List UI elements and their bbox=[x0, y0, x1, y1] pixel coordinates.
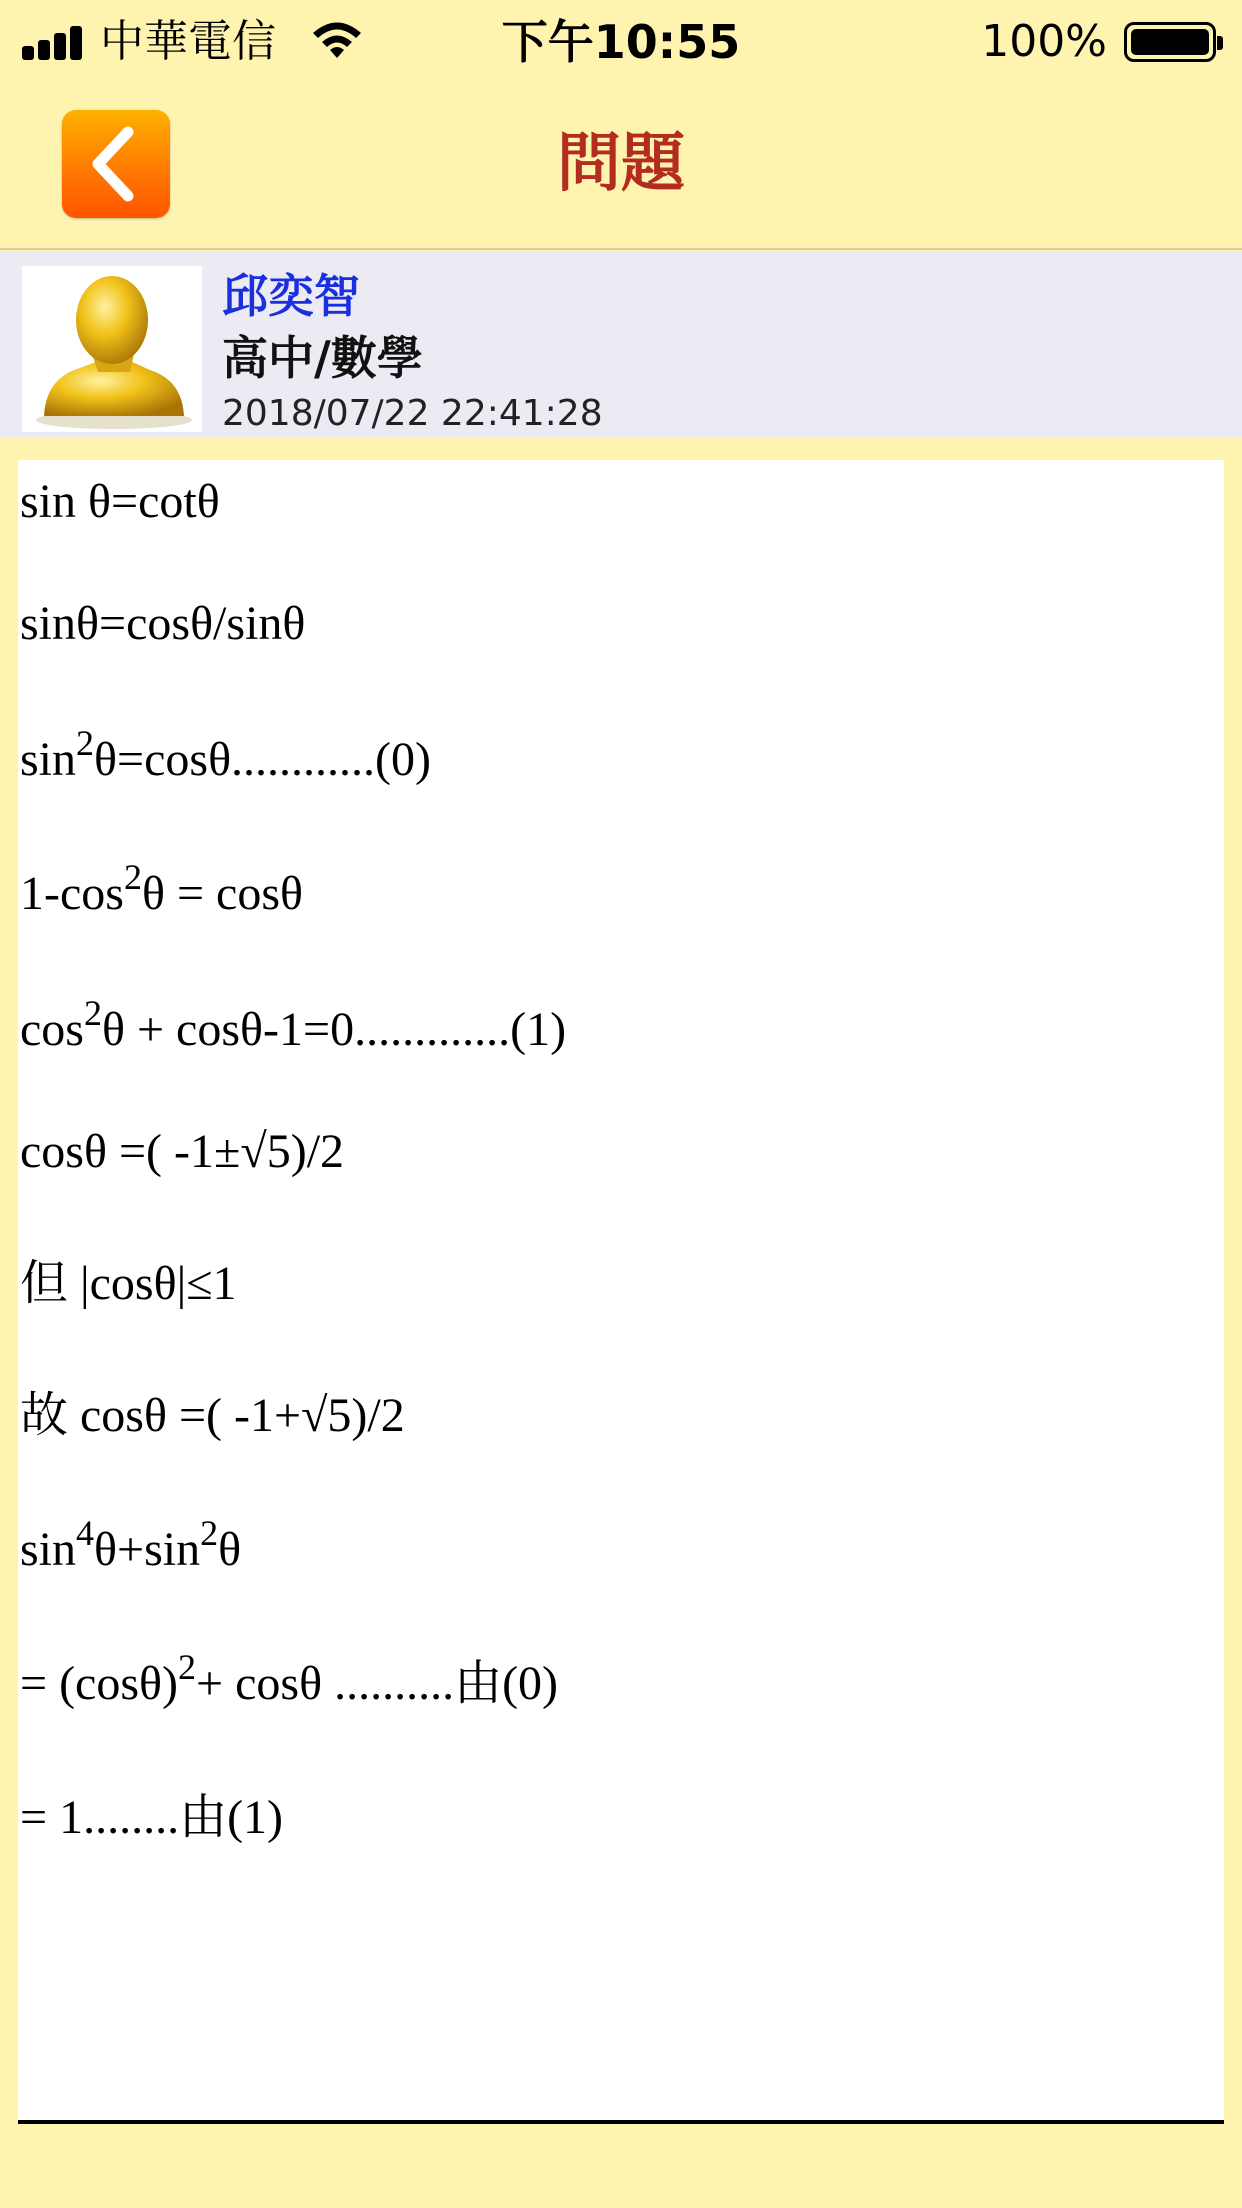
carrier-label: 中華電信 bbox=[100, 16, 276, 67]
battery-icon bbox=[1124, 22, 1216, 62]
user-name[interactable]: 邱奕智 bbox=[222, 269, 360, 323]
user-bust-icon bbox=[22, 266, 202, 432]
content-line: sinθ=cosθ/sinθ bbox=[20, 597, 306, 650]
content-line: $\sin^4\theta+\sin^2\theta$ bbox=[20, 1513, 242, 1576]
nav-bar bbox=[0, 84, 1242, 250]
user-header bbox=[0, 252, 1242, 438]
content-line: $\cos^2\theta + \cos\theta-1=0.............(1)$ bbox=[20, 993, 567, 1056]
content-line: cosθ =( -1±√5)/2 bbox=[20, 1125, 345, 1178]
content-line: = 1........由(1) bbox=[20, 1791, 284, 1844]
page-title: 問題 bbox=[557, 127, 685, 201]
content-line: 但 |cosθ|≤1 bbox=[20, 1257, 237, 1310]
content-line: $\sin^2\theta=\cos\theta............(0)$ bbox=[20, 723, 432, 786]
user-subject: 高中/數學 bbox=[222, 331, 423, 385]
content-line: = $(\cos\theta)^2+ \cos\theta$ ..........由(0) bbox=[20, 1647, 559, 1710]
status-bar bbox=[0, 0, 1242, 84]
question-content bbox=[18, 460, 1224, 2124]
avatar[interactable] bbox=[22, 266, 202, 432]
content-line: sin θ=cotθ bbox=[20, 475, 220, 528]
post-timestamp: 2018/07/22 22:41:28 bbox=[222, 393, 603, 434]
clock: 下午10:55 bbox=[501, 15, 741, 69]
content-line: 故 cosθ =( -1+√5)/2 bbox=[20, 1389, 405, 1442]
battery-percentage: 100% bbox=[981, 16, 1107, 67]
content-line: $1-\cos^2\theta = \cos\theta$ bbox=[20, 857, 304, 920]
